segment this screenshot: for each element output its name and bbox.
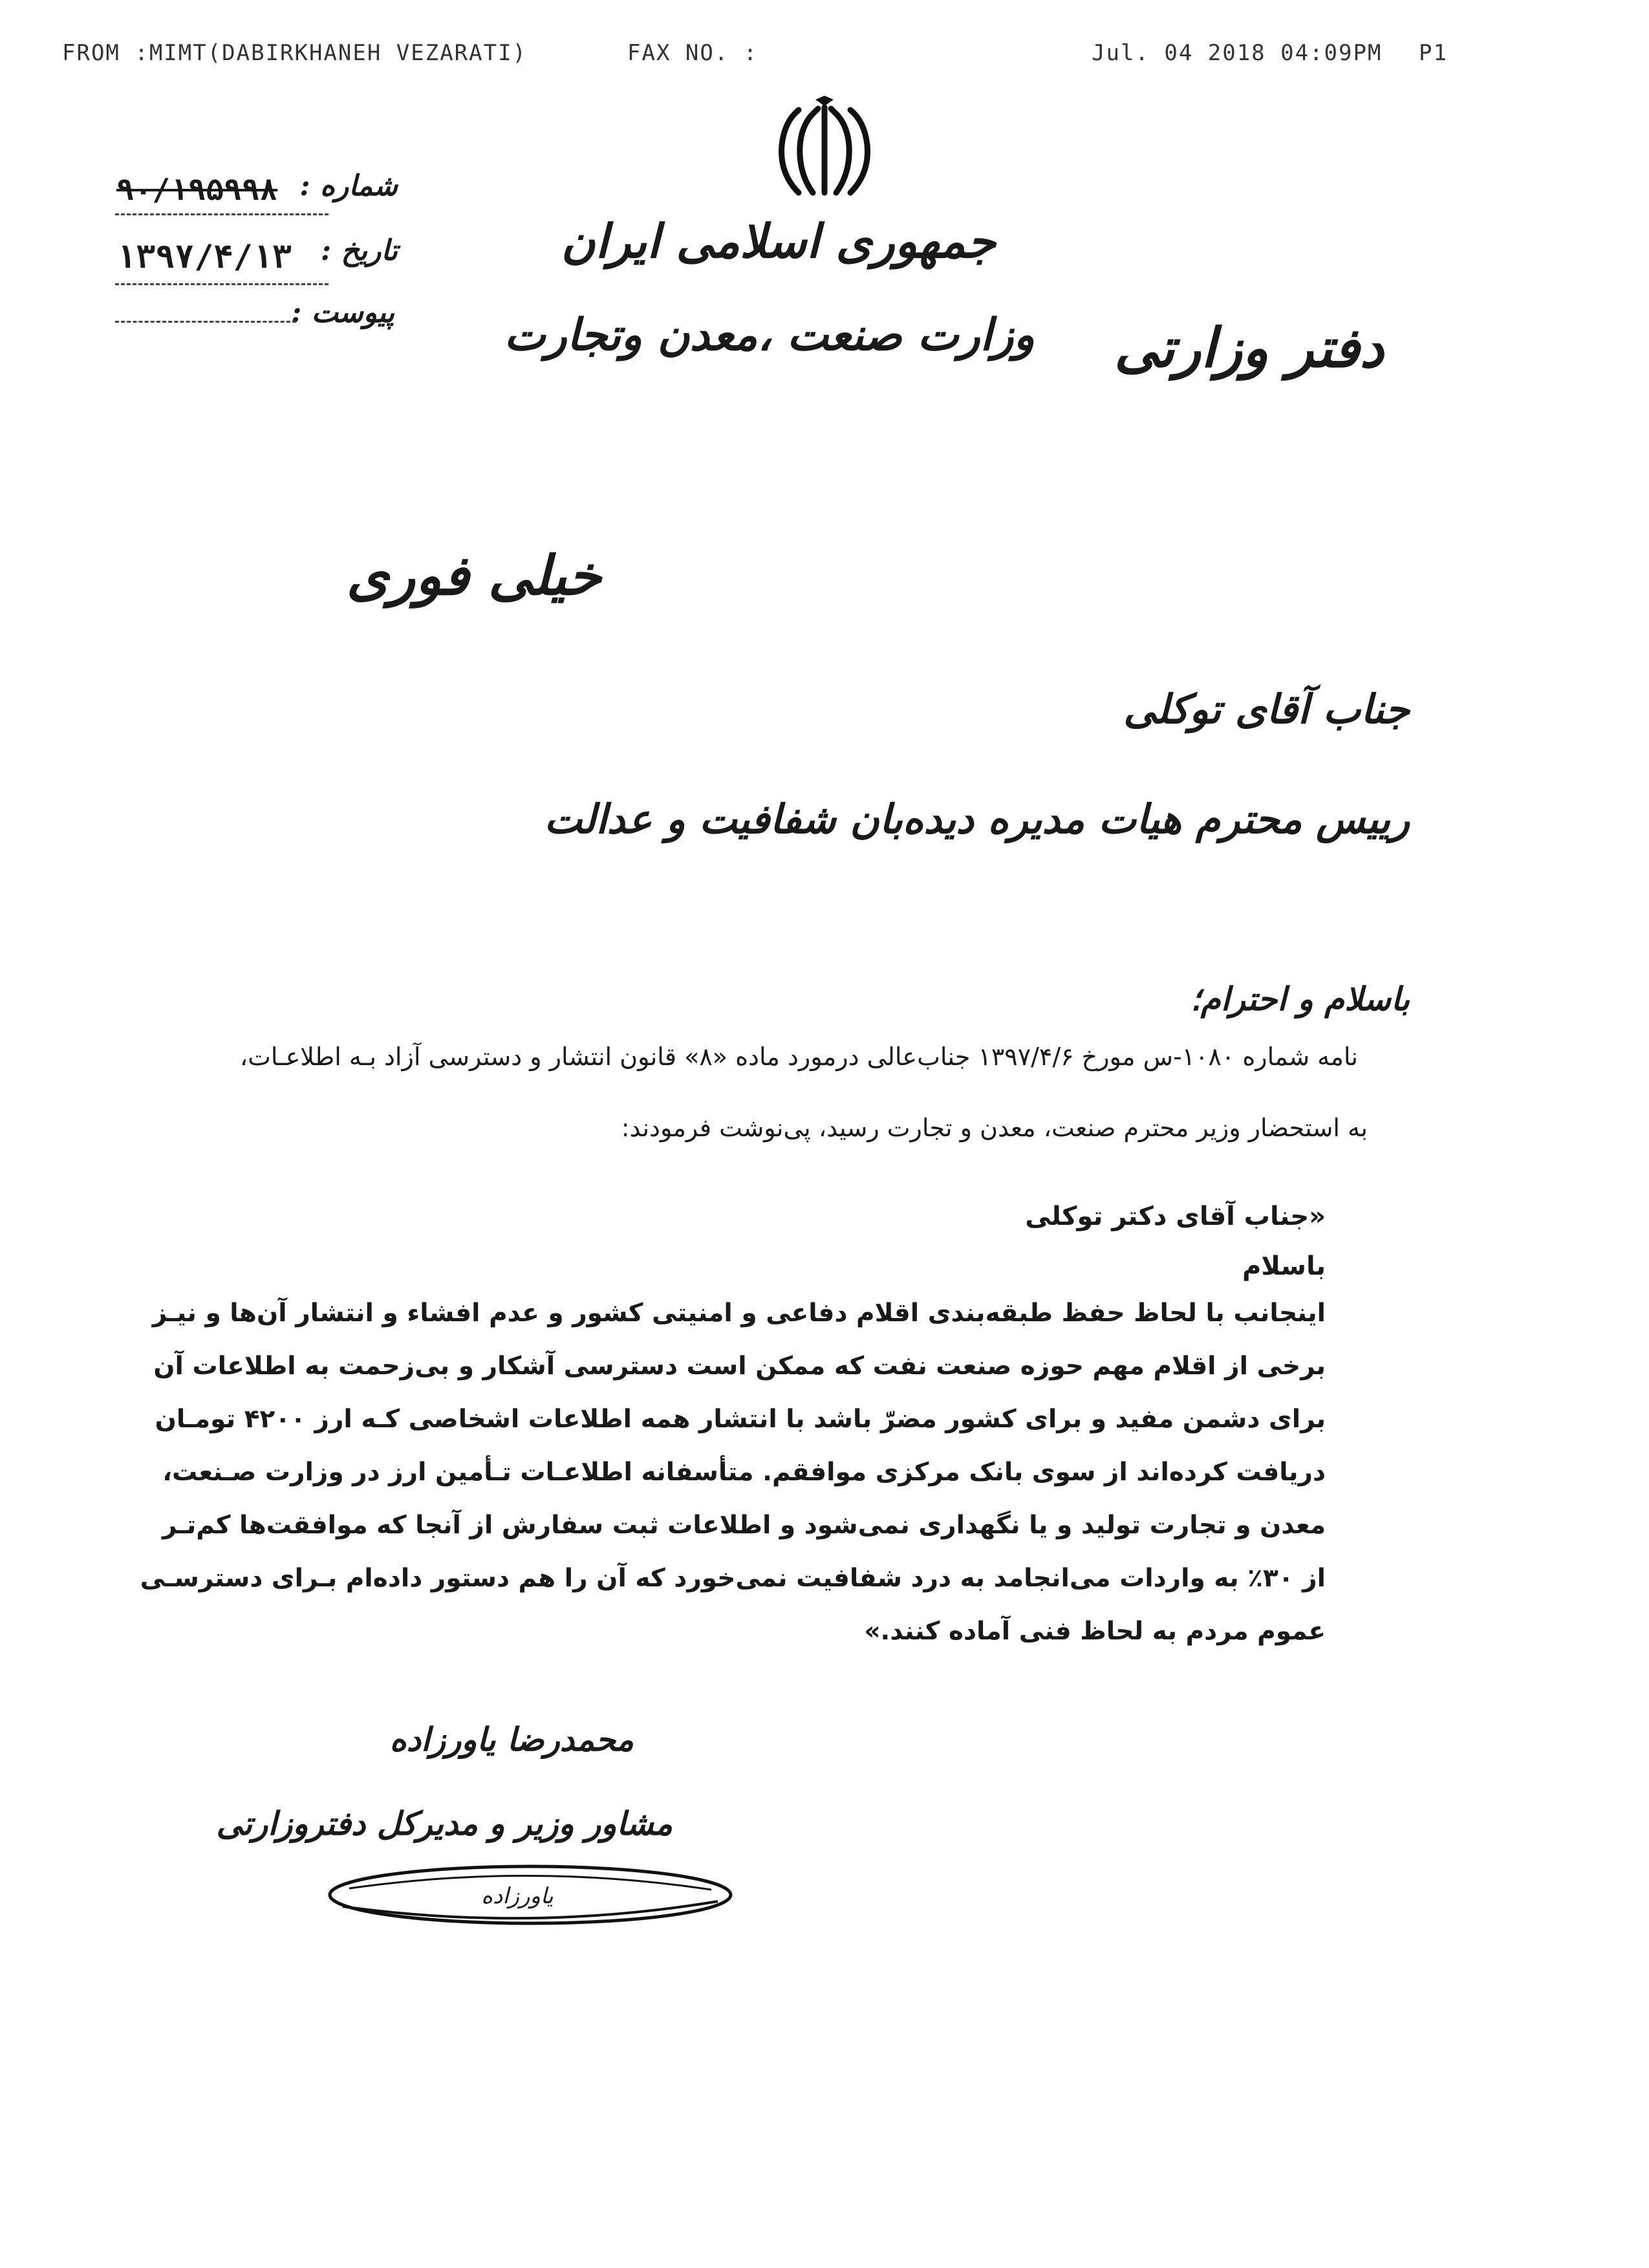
quote-line: برخی از اقلام مهم حوزه صنعت نفت که ممکن است دسترسی آشکار و بی‌زحمت به اطلاعات آن: [153, 1352, 1326, 1381]
quote-addressee: «جناب آقای دکتر توکلی: [1025, 1202, 1326, 1231]
number-line: [115, 213, 329, 215]
quote-line: از ۳۰٪ به واردات می‌انجامد به درد شفافیت نمی‌خورد که آن را هم دستور داده‌ام بـرای دسترسـی: [140, 1564, 1326, 1593]
ministry-name: وزارت صنعت ،معدن وتجارت: [504, 309, 1035, 361]
quote-line: اینجانب با لحاظ حفظ طبقه‌بندی اقلام دفاعی و امنیتی کشور و عدم افشاء و انتشار آن‌ها و نیـز: [152, 1299, 1326, 1328]
date-line: [115, 283, 329, 285]
quote-salutation: باسلام: [1242, 1251, 1326, 1281]
date-label: تاریخ :: [320, 234, 398, 267]
office-name: دفتر وزارتی: [1114, 316, 1384, 380]
recipient-name: جناب آقای توکلی: [1123, 686, 1410, 733]
signatory-name: محمدرضا یاورزاده: [389, 1720, 634, 1758]
intro-line-1: نامه شماره ۱۰۸۰-س مورخ ۱۳۹۷/۴/۶ جناب‌عالی درمورد ماده «۸» قانون انتشار و دسترسی آزاد بـه اطلاعـات،: [239, 1042, 1358, 1071]
recipient-title: رییس محترم هیات مدیره دیده‌بان شفافیت و عدالت: [544, 795, 1410, 843]
greeting: باسلام و احترام؛: [1190, 980, 1410, 1018]
fax-from: FROM :MIMT(DABIRKHANEH VEZARATI): [62, 40, 528, 66]
attachment-label: پیوست :: [291, 296, 394, 329]
quote-line: عموم مردم به لحاظ فنی آماده کنند.»: [864, 1617, 1326, 1646]
urgency-label: خیلی فوری: [346, 543, 601, 607]
iran-emblem-icon: [773, 96, 876, 206]
quote-line: دریافت کرده‌اند از سوی بانک مرکزی موافقم. متأسفانه اطلاعـات تـأمین ارز در وزارت صـنعت،: [162, 1458, 1326, 1487]
quote-line: برای دشمن مفید و برای کشور مضرّ باشد با انتشار همه اطلاعات اشخاصی کـه ارز ۴۲۰۰ تومـان: [155, 1405, 1326, 1434]
attachment-line: [115, 321, 296, 323]
signatory-title: مشاور وزیر و مدیرکل دفتروزارتی: [216, 1804, 673, 1842]
country-name: جمهوری اسلامی ایران: [561, 213, 996, 268]
stamp-text: یاورزاده: [481, 1883, 554, 1909]
letter-date: ۱۳۹۷/۴/۱۳: [116, 238, 292, 275]
intro-line-2: به استحضار وزیر محترم صنعت، معدن و تجارت رسید، پی‌نوشت فرمودند:: [621, 1114, 1368, 1142]
letter-number: ۹۰/۱۹۵۹۹۸: [116, 172, 278, 207]
number-label: شماره :: [299, 169, 398, 202]
fax-page: P1: [1419, 40, 1448, 66]
fax-datetime: Jul. 04 2018 04:09PM: [1092, 40, 1383, 66]
quote-line: معدن و تجارت تولید و یا نگهداری نمی‌شود و اطلاعات ثبت سفارش از آنجا که موافقت‌ها کم‌تـر: [162, 1511, 1326, 1540]
fax-number: FAX NO. :: [627, 40, 759, 66]
